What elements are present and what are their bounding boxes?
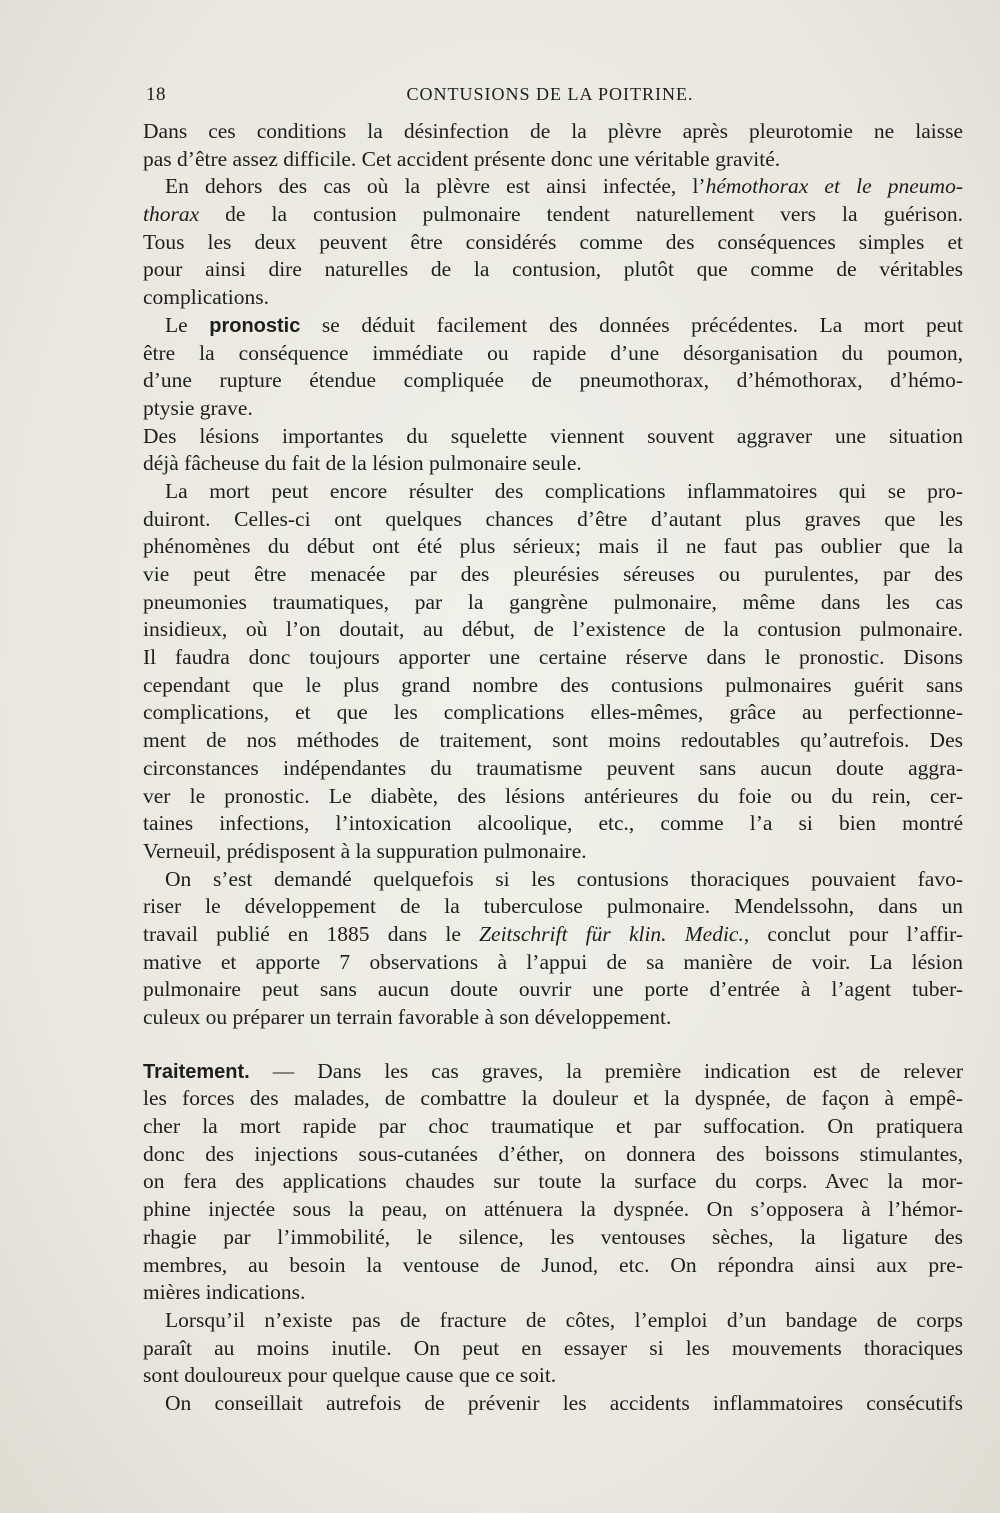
text-line: complications. bbox=[143, 285, 269, 310]
text-line: On s’est demandé quelquefois si les contusions thoraciques pouvaient favo- bbox=[165, 866, 963, 891]
text-line: membres, au besoin la ventouse de Junod, etc. On répondra ainsi aux pre- bbox=[143, 1252, 963, 1277]
italic-journal-title: Zeitschrift für klin. Medic. bbox=[479, 921, 744, 946]
text-line: pas d’être assez difficile. Cet accident présente donc une véritable gravité. bbox=[143, 146, 781, 171]
running-title: CONTUSIONS DE LA POITRINE. bbox=[406, 84, 694, 104]
text-line: On conseillait autrefois de prévenir les accidents inflammatoires consécutifs bbox=[165, 1390, 963, 1415]
text-line: être la conséquence immédiate ou rapide d’une désorganisation du poumon, bbox=[143, 340, 963, 365]
text-line: Des lésions importantes du squelette viennent souvent aggraver une situation bbox=[143, 423, 963, 448]
text-line: La mort peut encore résulter des complications inflammatoires qui se pro- bbox=[165, 478, 963, 503]
text-line: insidieux, où l’on doutait, au début, de l’existence de la contusion pulmonaire. bbox=[143, 617, 963, 642]
text-line: duiront. Celles-ci ont quelques chances d’être d’autant plus graves que les bbox=[143, 506, 963, 531]
text-line: Tous les deux peuvent être considérés comme des conséquences simples et bbox=[143, 229, 963, 254]
text-line: circonstances indépendantes du traumatisme peuvent sans aucun doute aggra- bbox=[143, 755, 963, 780]
italic-term: thorax bbox=[143, 202, 200, 227]
text-line: mative et apporte 7 observations à l’appui de sa manière de voir. La lésion bbox=[143, 949, 963, 974]
text-line: riser le développement de la tuberculose pulmonaire. Mendelssohn, dans un bbox=[143, 894, 963, 919]
text-line: Traitement. — Dans les cas graves, la première indication est de relever bbox=[143, 1058, 963, 1083]
text-line: on fera des applications chaudes sur toute la surface du corps. Avec la mor- bbox=[143, 1169, 963, 1194]
section-heading-traitement: Traitement. bbox=[143, 1060, 250, 1083]
body-text bbox=[143, 118, 963, 1418]
text-line: phénomènes du début ont été plus sérieux; mais il ne faut pas oublier que la bbox=[143, 534, 963, 559]
text-line: vie peut être menacée par des pleurésies séreuses ou purulentes, par des bbox=[143, 562, 963, 586]
text-line: les forces des malades, de combattre la douleur et la dyspnée, de façon à empê- bbox=[143, 1086, 963, 1111]
text-line: Dans ces conditions la désinfection de la plèvre après pleurotomie ne laisse bbox=[143, 119, 963, 143]
text-line: rhagie par l’immobilité, le silence, les ventouses sèches, la ligature des bbox=[143, 1224, 963, 1249]
text-line: culeux ou préparer un terrain favorable à son développement. bbox=[143, 1005, 672, 1029]
text-line: cependant que le plus grand nombre des contusions pulmonaires guérit sans bbox=[143, 672, 963, 697]
text-line: complications, et que les complications elles-mêmes, grâce au perfectionne- bbox=[143, 700, 963, 725]
bold-term-pronostic: pronostic bbox=[209, 314, 301, 337]
text-line: Verneuil, prédisposent à la suppuration pulmonaire. bbox=[143, 838, 587, 863]
text-line: thorax de la contusion pulmonaire tendent naturellement vers la guérison. bbox=[143, 202, 963, 227]
text-line: Lorsqu’il n’existe pas de fracture de côtes, l’emploi d’un bandage de corps bbox=[165, 1307, 963, 1332]
text-line: Le pronostic se déduit facilement des données précédentes. La mort peut bbox=[165, 312, 963, 337]
text-line: ptysie grave. bbox=[143, 395, 253, 420]
text-line: pour ainsi dire naturelles de la contusion, plutôt que comme de véritables bbox=[143, 257, 963, 282]
section-gap bbox=[143, 1032, 963, 1058]
text-line: taines infections, l’intoxication alcoolique, etc., comme l’a si bien montré bbox=[143, 811, 963, 836]
text-line: pulmonaire peut sans aucun doute ouvrir une porte d’entrée à l’agent tuber- bbox=[143, 977, 963, 1002]
text-line: d’une rupture étendue compliquée de pneumothorax, d’hémothorax, d’hémo- bbox=[143, 368, 963, 393]
text-line: mières indications. bbox=[143, 1280, 306, 1305]
text-line: donc des injections sous-cutanées d’éther, on donnera des boissons stimulantes, bbox=[143, 1141, 963, 1166]
text-line: ment de nos méthodes de traitement, sont moins redoutables qu’autrefois. Des bbox=[143, 728, 963, 753]
text-line: ver le pronostic. Le diabète, des lésions antérieures du foie ou du rein, cer- bbox=[143, 783, 963, 808]
text-line: phine injectée sous la peau, on atténuera la dyspnée. On s’opposera à l’hémor- bbox=[143, 1197, 963, 1222]
text-line: En dehors des cas où la plèvre est ainsi infectée, l’hémothorax et le pneumo- bbox=[165, 174, 963, 199]
text-line: déjà fâcheuse du fait de la lésion pulmonaire seule. bbox=[143, 451, 582, 476]
italic-term: hémothorax et le pneumo- bbox=[705, 174, 963, 199]
text-line: paraît au moins inutile. On peut en essayer si les mouvements thoraciques bbox=[143, 1335, 963, 1360]
text-line: pneumonies traumatiques, par la gangrène pulmonaire, même dans les cas bbox=[143, 589, 963, 614]
page-number: 18 bbox=[146, 84, 166, 105]
text-line: Il faudra donc toujours apporter une certaine réserve dans le pronostic. Disons bbox=[143, 645, 963, 670]
text-line: travail publié en 1885 dans le Zeitschrift für klin. Medic., conclut pour l’affir- bbox=[143, 921, 963, 946]
text-line: sont douloureux pour quelque cause que ce soit. bbox=[143, 1363, 557, 1388]
text-line: cher la mort rapide par choc traumatique et par suffocation. On pratiquera bbox=[143, 1114, 963, 1139]
